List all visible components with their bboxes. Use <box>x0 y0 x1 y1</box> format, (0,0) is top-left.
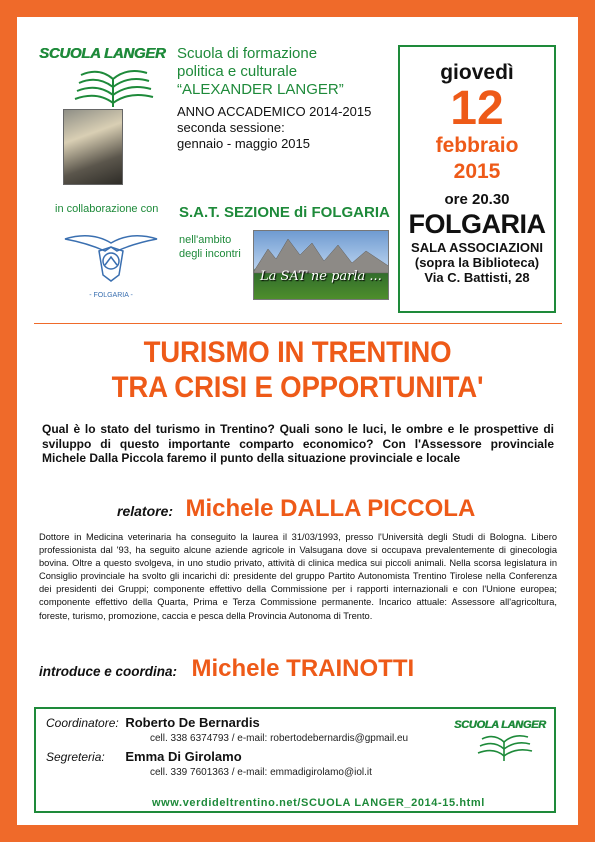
venue-location: (sopra la Biblioteca) <box>414 255 540 270</box>
secretary-contact: cell. 339 7601363 / e-mail: emmadigirolamo@iol.it <box>150 767 372 778</box>
venue-address: Via C. Battisti, 28 <box>424 270 530 285</box>
session-months: gennaio - maggio 2015 <box>177 136 310 151</box>
ambito-text <box>179 233 259 261</box>
coordinator-line <box>46 715 260 730</box>
moderator-label: introduce e coordina: <box>39 664 178 679</box>
poster-sheet <box>17 17 578 825</box>
title-line1: TURISMO IN TRENTINO <box>143 336 452 369</box>
sat-section-title: S.A.T. SEZIONE di FOLGARIA <box>179 204 390 221</box>
academic-year: ANNO ACCADEMICO 2014-2015 <box>177 104 372 119</box>
peaks-icon <box>254 231 389 300</box>
speaker-row <box>117 495 475 523</box>
secretary-line <box>46 749 242 764</box>
scuola-langer-logo-footer: SCUOLA LANGER <box>454 719 554 771</box>
mountain-photo <box>253 230 389 300</box>
intro-paragraph: Qual è lo stato del turismo in Trentino? Quali sono le luci, le ombre e le prospettive di sviluppo di questo importante comparto economico? Con l'Assessore provinciale Michele Dalla Piccola faremo il punto della situazione provinciale e locale <box>42 422 554 465</box>
alexander-langer-portrait <box>63 109 123 185</box>
coordinator-label: Coordinatore: <box>46 716 119 730</box>
school-line2: politica e culturale <box>177 63 298 80</box>
school-line1: Scuola di formazione <box>177 45 318 62</box>
event-city: FOLGARIA <box>408 209 546 239</box>
event-month: febbraio <box>435 134 519 157</box>
ambito-line1: nell'ambito <box>179 234 232 246</box>
title-line2: TRA CRISI E OPPORTUNITA' <box>111 371 484 404</box>
contacts-box <box>34 707 556 813</box>
event-time: ore 20.30 <box>444 191 510 208</box>
session: seconda sessione: <box>177 120 285 135</box>
coordinator-contact: cell. 338 6374793 / e-mail: robertodebernardis@gpmail.eu <box>150 733 409 744</box>
event-year: 2015 <box>453 160 501 183</box>
secretary-label: Segreteria: <box>46 750 105 764</box>
moderator-row <box>39 655 414 683</box>
event-weekday: giovedì <box>440 61 514 84</box>
moderator-name: Michele TRAINOTTI <box>191 655 415 682</box>
website-link[interactable]: www.verdideltrentino.net/SCUOLA LANGER_2014-15.html <box>152 797 485 809</box>
collaboration-label: in collaborazione con <box>55 203 159 215</box>
event-day: 12 <box>450 82 504 135</box>
header-divider <box>34 323 562 324</box>
sat-logo-caption: - FOLGARIA - <box>89 292 133 299</box>
coordinator-name: Roberto De Bernardis <box>125 715 260 730</box>
venue-name: SALA ASSOCIAZIONI <box>411 240 543 255</box>
speaker-bio: Dottore in Medicina veterinaria ha conseguito la laurea il 31/03/1993, presso l'Università degli Studi di Bologna. Libero professionista dal '93, ha seguito alcune aziende agricole in Valsugana dove si occupava prevalentemente di ginecologia bovina. Oltre a questo svolgeva, in uno studio privato, attività di clinica medica sui piccoli animali. Nella scorsa legislatura in Consiglio provinciale ha svolto gli incarichi di: presidente del gruppo Partito Autonomista Trentino Tirolese nella Conferenza dei presidenti dei Gruppi; componente effettivo della Commissione per i rapporti internazionali e con l'Unione europea; componente effettivo della Quarta, Prima e Terza Commissione permanente. Incarico attuale: Assessore all'agricoltura, foreste, turismo, promozione, caccia e pesca della Provincia Autonoma di Trento. <box>39 532 557 621</box>
sat-logo <box>61 221 161 303</box>
event-title <box>39 335 555 405</box>
speaker-label: relatore: <box>117 503 174 519</box>
speaker-name: Michele DALLA PICCOLA <box>185 495 476 522</box>
event-date-box <box>398 45 556 313</box>
sat-emblem-icon <box>61 221 161 303</box>
secretary-name: Emma Di Girolamo <box>125 749 242 764</box>
mountain-caption: La SAT ne parla ... <box>260 269 382 284</box>
school-info <box>177 45 397 152</box>
scuola-langer-logo: SCUOLA LANGER <box>39 45 179 117</box>
ambito-line2: degli incontri <box>179 248 241 260</box>
school-line3: “ALEXANDER LANGER” <box>177 81 344 98</box>
